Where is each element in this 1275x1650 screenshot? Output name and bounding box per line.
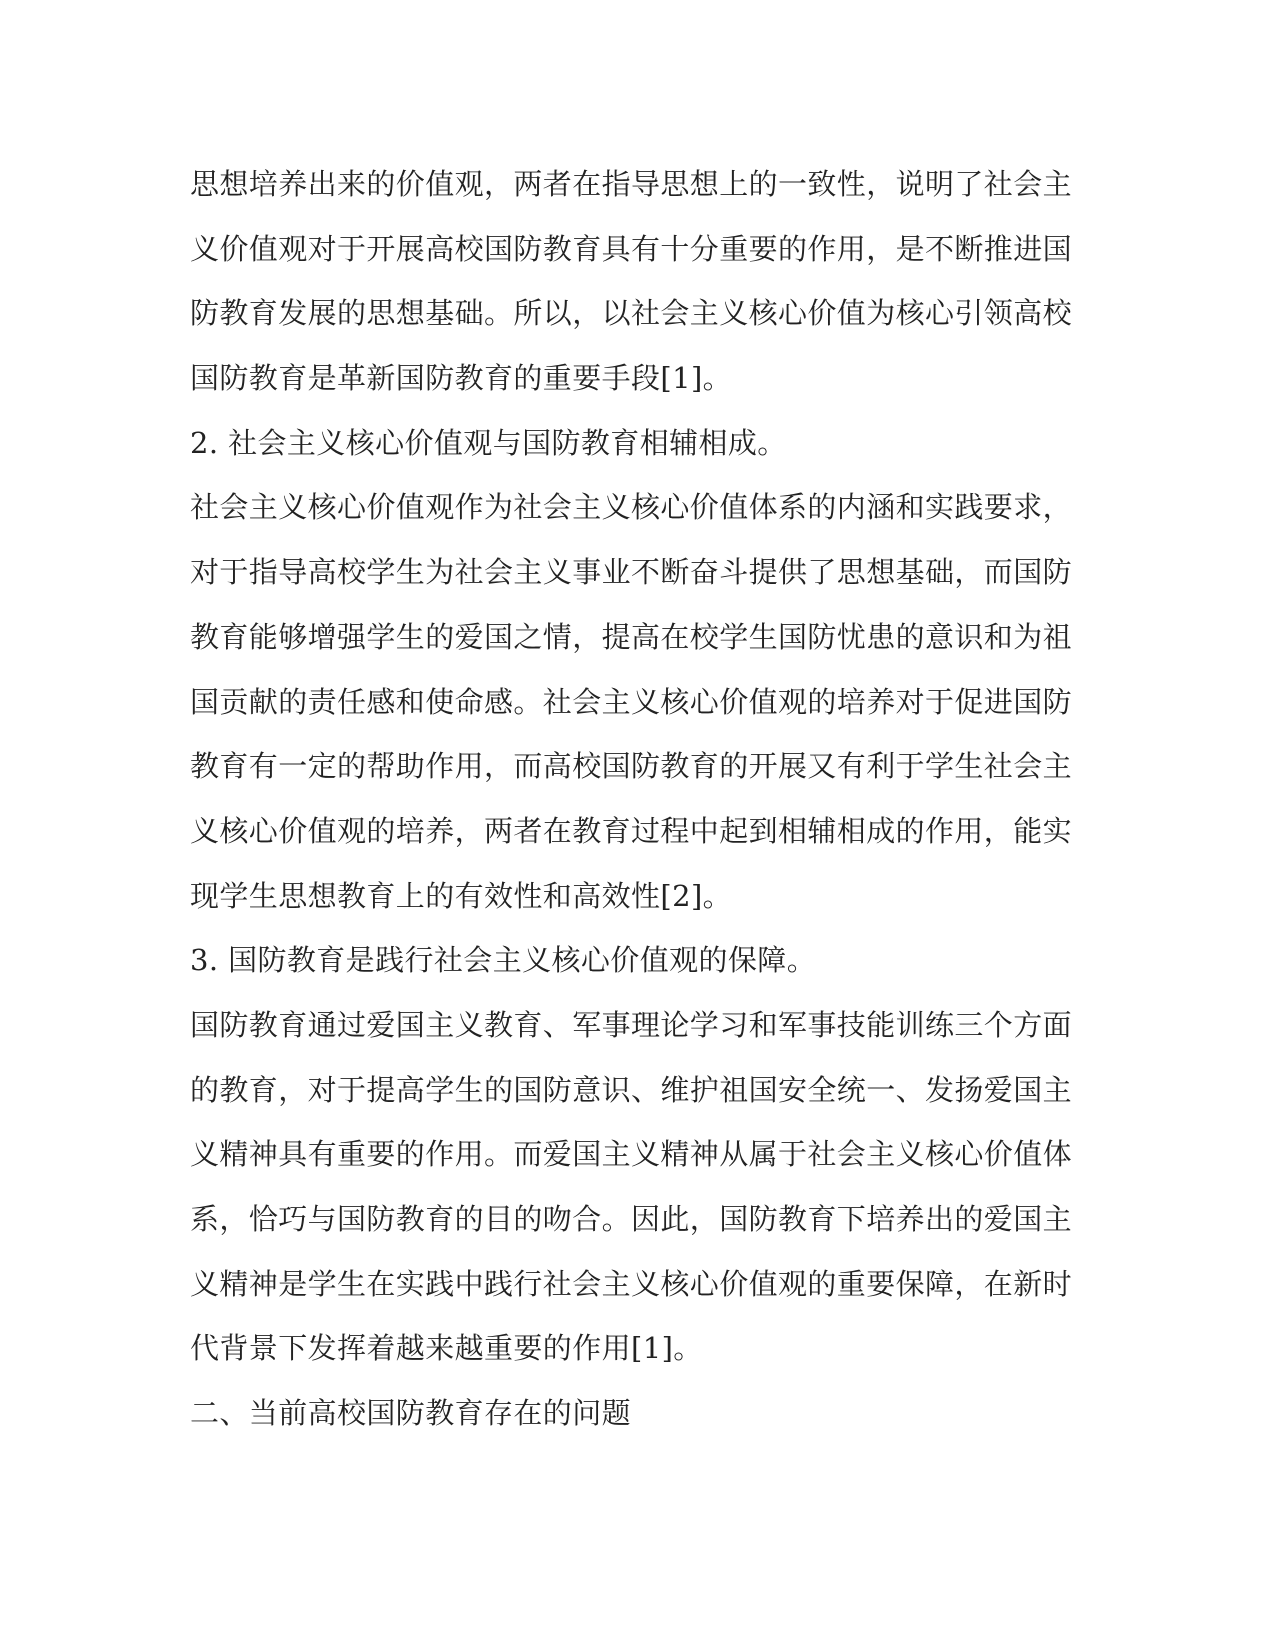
text-line: 社会主义核心价值观作为社会主义核心价值体系的内涵和实践要求，	[190, 490, 1073, 525]
text-line: 义核心价值观的培养，两者在教育过程中起到相辅相成的作用，能实	[190, 813, 1073, 848]
section-heading: 3. 国防教育是践行社会主义核心价值观的保障。	[190, 943, 817, 978]
text-line: 教育能够增强学生的爱国之情，提高在校学生国防忧患的意识和为祖	[190, 619, 1073, 654]
body-text	[190, 152, 1073, 1446]
section-heading: 2. 社会主义核心价值观与国防教育相辅相成。	[190, 425, 787, 460]
text-line: 思想培养出来的价值观，两者在指导思想上的一致性，说明了社会主	[190, 167, 1073, 201]
text-line: 对于指导高校学生为社会主义事业不断奋斗提供了思想基础，而国防	[190, 555, 1073, 590]
text-line: 代背景下发挥着越来越重要的作用[1]。	[190, 1331, 703, 1366]
text-line: 教育有一定的帮助作用，而高校国防教育的开展又有利于学生社会主	[190, 749, 1073, 784]
text-line: 义精神是学生在实践中践行社会主义核心价值观的重要保障，在新时	[190, 1266, 1073, 1301]
text-line: 现学生思想教育上的有效性和高效性[2]。	[190, 878, 733, 913]
text-line: 义精神具有重要的作用。而爱国主义精神从属于社会主义核心价值体	[190, 1137, 1073, 1172]
text-line: 国贡献的责任感和使命感。社会主义核心价值观的培养对于促进国防	[190, 684, 1073, 719]
text-line: 防教育发展的思想基础。所以，以社会主义核心价值为核心引领高校	[190, 296, 1073, 331]
text-line: 国防教育是革新国防教育的重要手段[1]。	[190, 361, 733, 396]
chapter-heading: 二、当前高校国防教育存在的问题	[190, 1396, 632, 1431]
text-line: 的教育，对于提高学生的国防意识、维护祖国安全统一、发扬爱国主	[190, 1072, 1073, 1107]
text-line: 国防教育通过爱国主义教育、军事理论学习和军事技能训练三个方面	[190, 1007, 1073, 1042]
text-line: 义价值观对于开展高校国防教育具有十分重要的作用，是不断推进国	[190, 231, 1073, 266]
text-line: 系，恰巧与国防教育的目的吻合。因此，国防教育下培养出的爱国主	[190, 1202, 1073, 1236]
